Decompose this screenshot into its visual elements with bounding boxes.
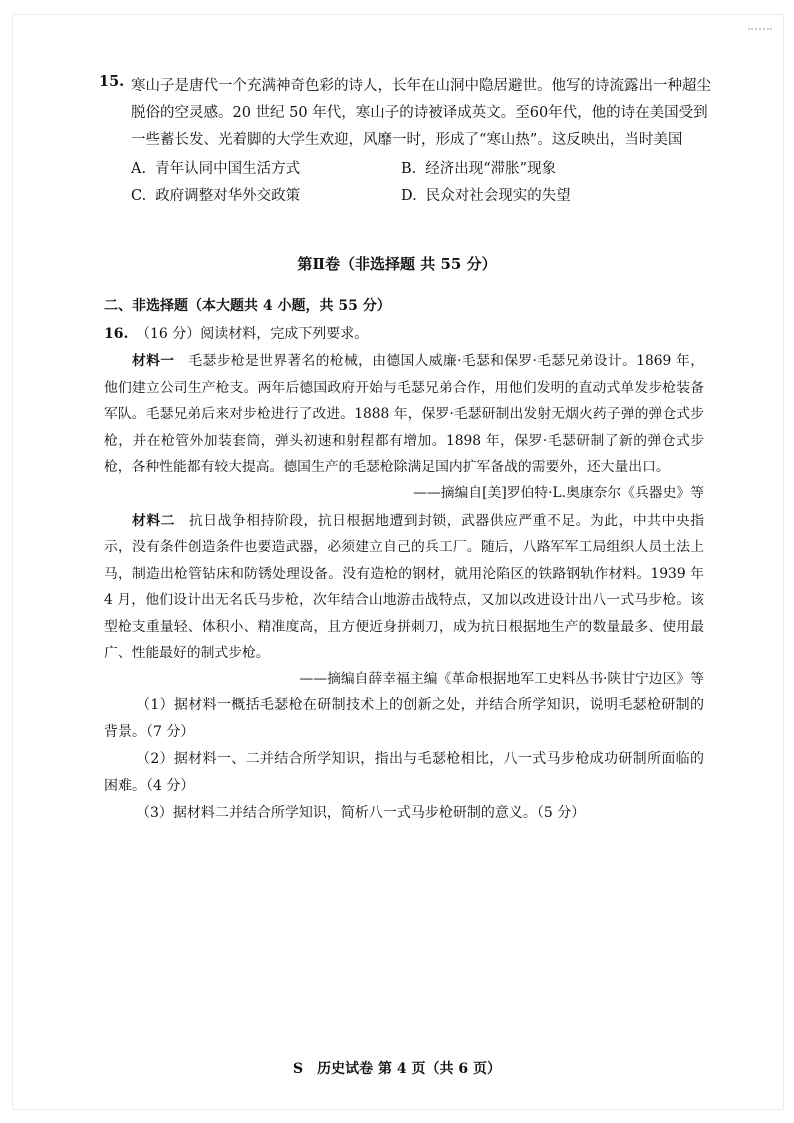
section-heading: 二、非选择题（本大题共 4 小题，共 55 分） — [104, 298, 391, 314]
question-16 — [104, 322, 704, 827]
material-source: ——摘编自薛幸福主编《革命根据地军工史料丛书·陕甘宁边区》等 — [299, 670, 704, 687]
question-15 — [99, 73, 711, 210]
sub-question-2: （2）据材料一、二并结合所学知识，指出与毛瑟枪相比，八一式马步枪成功研制所面临的困难。（4 分） — [104, 750, 704, 794]
answer-options — [131, 156, 711, 210]
question-number: 16. — [104, 326, 129, 342]
sub-question-1: （1）据材料一概括毛瑟枪在研制技术上的创新之处，并结合所学知识，说明毛瑟枪研制的背景。（7 分） — [104, 696, 704, 740]
sub-question-3: （3）据材料二并结合所学知识，简析八一式马步枪研制的意义。（5 分） — [136, 804, 586, 821]
material-label: 材料一 — [132, 353, 175, 369]
material-1 — [104, 348, 704, 481]
scan-corner-mark — [748, 28, 772, 48]
option-a[interactable]: A. 青年认同中国生活方式 — [131, 161, 301, 177]
option-d[interactable]: D. 民众对社会现实的失望 — [401, 188, 571, 204]
material-label: 材料二 — [132, 512, 175, 529]
page-footer — [0, 1058, 794, 1078]
page-info: 历史试卷 第 4 页（共 6 页） — [317, 1061, 501, 1077]
part-2-title: 第Ⅱ卷（非选择题 共 55 分） — [297, 255, 497, 273]
material-text: 抗日战争相持阶段，抗日根据地遭到封锁，武器供应严重不足。为此，中共中央指示，没有条件创造条件也要造武器，必须建立自己的兵工厂。随后，八路军军工局组织人员土法上马，制造出枪管钻床和防锈处理设备。没有造枪的钢材，就用沦陷区的铁路钢轨作材料。1939 年 4 月，他们设计出无名氏马步枪，次年结合山地游击战特点，又加以改进设计出八一式马步枪。该型枪支重量轻、体积小、精准度高，且方便近身拼刺刀，成为抗日根据地生产的数量最多、使用最广、性能最好的制式步枪。 — [104, 512, 705, 661]
option-c[interactable]: C. 政府调整对华外交政策 — [131, 188, 301, 204]
option-b[interactable]: B. 经济出现“滞胀”现象 — [401, 161, 557, 177]
question-stem: 寒山子是唐代一个充满神奇色彩的诗人，长年在山洞中隐居避世。他写的诗流露出一种超尘脱俗的空灵感。20 世纪 50 年代，寒山子的诗被译成英文。至60年代，他的诗在美国受到一些蓄长发、光着脚的大学生欢迎，风靡一时，形成了“寒山热”。这反映出，当时美国 — [131, 78, 711, 148]
paper-code: S — [293, 1061, 304, 1077]
question-number: 15. — [99, 73, 125, 90]
material-2 — [104, 508, 704, 667]
question-intro: （16 分）阅读材料，完成下列要求。 — [136, 326, 369, 342]
material-source: ——摘编自[美]罗伯特·L.奥康奈尔《兵器史》等 — [413, 484, 704, 501]
material-text: 毛瑟步枪是世界著名的枪械，由德国人威廉·毛瑟和保罗·毛瑟兄弟设计。1869 年，他们建立公司生产枪支。两年后德国政府开始与毛瑟兄弟合作，用他们发明的直动式单发步枪装备军队。毛瑟兄弟后来对步枪进行了改进。1888 年，保罗·毛瑟研制出发射无烟火药子弹的弹仓式步枪，并在枪管外加装套筒，弹头初速和射程都有增加。1898 年，保罗·毛瑟研制了新的弹仓式步枪，各种性能都有较大提高。德国生产的毛瑟枪除满足国内扩军备战的需要外，还大量出口。 — [104, 353, 704, 475]
